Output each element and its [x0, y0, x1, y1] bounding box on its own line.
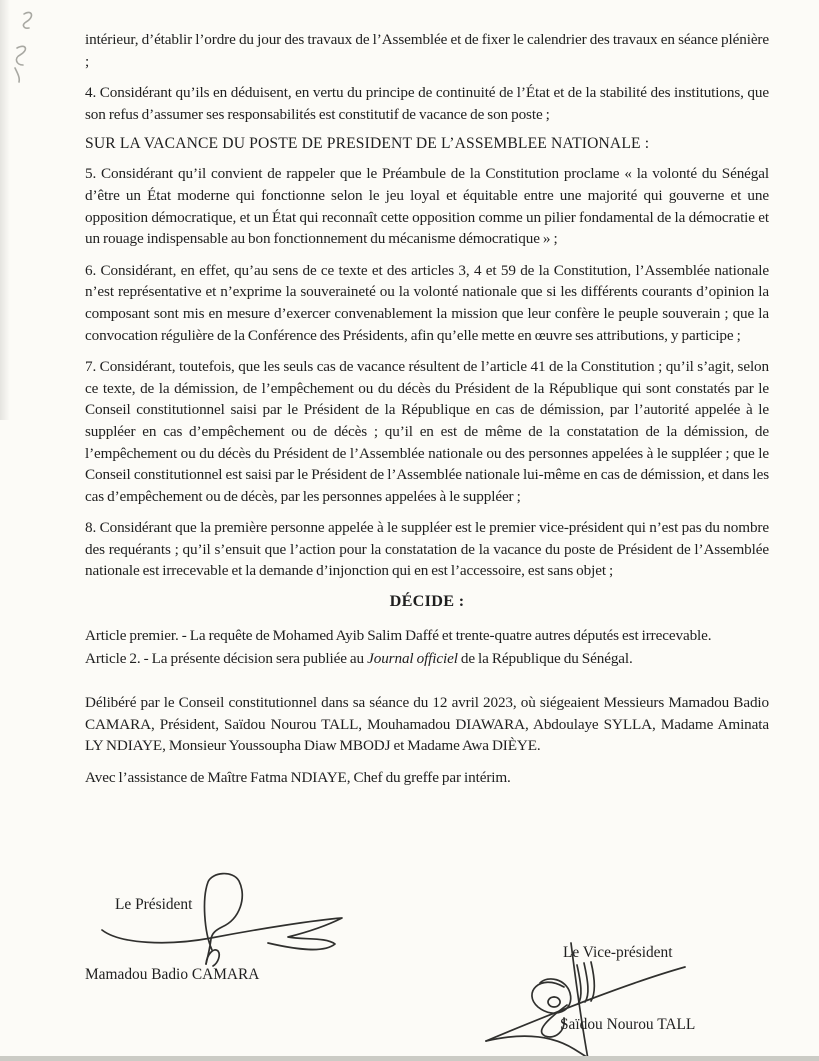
paragraph-intro-continuation: intérieur, d’établir l’ordre du jour des travaux de l’Assemblée et de fixer le calendrier des travaux en séance plénière ; [85, 31, 769, 70]
paragraph-considerant-7: 7. Considérant, toutefois, que les seuls cas de vacance résultent de l’article 41 de la Constitution ; qu’il s’agit, selon ce texte, de la démission, de l’empêchement ou du décès du Président de la République qui sont constatés par le Conseil constitutionnel saisi par le Président de la République en cas de démission, par l’autorité appelée à le suppléer en cas d’empêchement ou de décès ; qu’il en est de même de la constatation de la démission, de l’empêchement ou du décès du Président de l’Assemblée nationale ou des personnes appelées à le suppléer ; que le Conseil constitutionnel est saisi par le Président de l’Assemblée nationale lui-même en cas de démission, et dans les cas d’empêchement ou de décès, par les personnes appelées à le suppléer ; [85, 358, 769, 505]
paragraph-considerant-5: 5. Considérant qu’il convient de rappeler que le Préambule de la Constitution proclame « la volonté du Sénégal d’être un État moderne qui fonctionne selon le jeu loyal et équitable entre une majorité qui gouverne et une opposition démocratique, et un État qui reconnaît cette opposition comme un pilier fondamental de la démocratie et un rouage indispensable au bon fonctionnement du mécanisme démocratique » ; [85, 165, 769, 248]
vice-president-signature [478, 935, 718, 1061]
president-name-label: Mamadou Badio CAMARA [85, 966, 260, 983]
paragraph-article-2 [85, 648, 769, 670]
document-body [85, 29, 769, 789]
paragraph-considerant-6: 6. Considérant, en effet, qu’au sens de ce texte et des articles 3, 4 et 59 de la Constitution, l’Assemblée nationale n’est représentative et n’exprime la souveraineté ou la volonté nationale que si les différents courants d’opinion la composant sont mis en mesure d’exercer convenablement la mission que leur confère le peuple souverain ; que la convocation régulière de la Conférence des Présidents, afin qu’elle mette en œuvre ses attributions, y participe ; [85, 261, 769, 344]
journal-officiel-italic: Journal officiel [367, 649, 458, 667]
decide-heading: DÉCIDE : [389, 592, 465, 611]
paragraph-assistance: Avec l’assistance de Maître Fatma NDIAYE, Chef du greffe par intérim. [85, 769, 511, 787]
article-2-text: Article 2. - La présente décision sera publiée au [85, 649, 368, 667]
vice-president-name-label: Saïdou Nourou TALL [560, 1016, 696, 1033]
article-2-text-end: de la République du Sénégal. [457, 649, 633, 667]
pencil-scribble-artifact [4, 6, 48, 86]
paragraph-considerant-4: 4. Considérant qu’ils en déduisent, en vertu du principe de continuité de l’État et de la stabilité des institutions, que son refus d’assumer ses responsabilités est constitutif de vacance de son poste ; [85, 84, 769, 123]
paragraph-considerant-8: 8. Considérant que la première personne appelée à le suppléer est le premier vice-président qui n’est pas du nombre des requérants ; qu’il s’ensuit que l’action pour la constatation de la vacance du poste de Président de l’Assemblée nationale est irrecevable et la demande d’injonction qui en est l’accessoire, est sans objet ; [85, 519, 769, 580]
scan-edge-artifact [0, 1056, 819, 1061]
vice-president-title-label: Le Vice-président [563, 944, 673, 961]
paragraph-deliberation: Délibéré par le Conseil constitutionnel dans sa séance du 12 avril 2023, où siégeaient Messieurs Mamadou Badio CAMARA, Président, Saïdou Nourou TALL, Mouhamadou DIAWARA, Abdoulaye SYLLA, Madame Aminata LY NDIAYE, Monsieur Youssoupha Diaw MBODJ et Madame Awa DIÈYE. [85, 694, 769, 755]
president-title-label: Le Président [115, 896, 193, 913]
paragraph-article-premier: Article premier. - La requête de Mohamed Ayib Salim Daffé et trente-quatre autres députés est irrecevable. [85, 627, 712, 645]
president-signature [90, 870, 360, 975]
section-heading-vacance: SUR LA VACANCE DU POSTE DE PRESIDENT DE L’ASSEMBLEE NATIONALE : [85, 135, 650, 153]
